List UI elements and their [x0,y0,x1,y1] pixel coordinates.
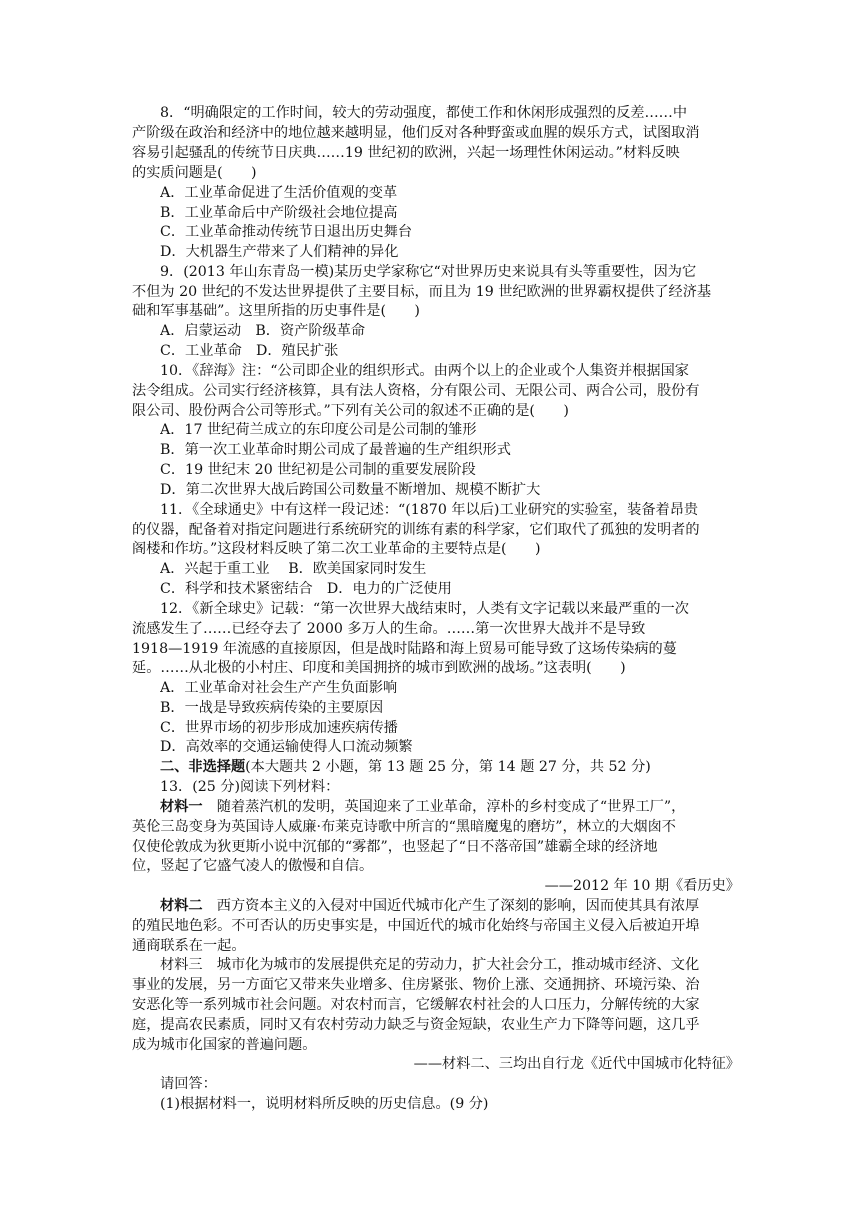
q8-stem-line: 容易引起骚乱的传统节日庆典……19 世纪初的欧洲，兴起一场理性休闲运动。”材料反映 [132,145,680,161]
q13-material-3-line: 事业的发展，另一方面它又带来失业增多、住房紧张、物价上涨、交通拥挤、环境污染、治 [132,977,700,993]
q12-option-a: A．工业革命对社会生产产生负面影响 [160,680,398,696]
q11-options-ab: A．兴起于重工业 B．欧美国家同时发生 [160,561,427,577]
q12-stem-line: 12．《新全球史》记载：“第一次世界大战结束时，人类有文字记载以来最严重的一次 [160,601,689,617]
q8-stem-line: 的实质问题是( ) [132,165,257,181]
answer-prompt: 请回答： [160,1076,217,1092]
section-heading [160,758,742,778]
q11-options-cd: C．科学和技术紧密结合 D．电力的广泛使用 [160,581,452,597]
q9-stem-line: 9．(2013 年山东青岛一模)某历史学家称它“对世界历史来说具有头等重要性，因为它 [160,264,697,280]
material-2-text: 西方资本主义的入侵对中国近代城市化产生了深刻的影响，因而使其具有浓厚 [202,898,700,914]
q13-material-2-line: 通商联系在一起。 [132,938,246,954]
q10-option-b: B．第一次工业革命时期公司成了最普遍的生产组织形式 [160,442,511,458]
q13-material-1-line: 位，竖起了它盛气凌人的傲慢和自信。 [132,858,374,874]
section-title: 二、非选择题 [160,759,246,775]
q12-stem-line: 流感发生了……已经夺去了 2000 多万人的生命。……第一次世界大战并不是导致 [132,621,646,637]
q13-material-1-line: 仅使伦敦成为狄更斯小说中沉郁的“雾都”，也竖起了“日不落帝国”雄霸全球的经济地 [132,839,658,855]
q8-option-c: C．工业革命推动传统节日退出历史舞台 [160,224,413,240]
q13-material-3-line: 庭，提高农民素质，同时又有农村劳动力缺乏与资金短缺，农业生产力下降等问题，这几乎 [132,1017,700,1033]
q10-option-c: C．19 世纪末 20 世纪初是公司制的重要发展阶段 [160,462,476,478]
q8-option-b: B．工业革命后中产阶级社会地位提高 [160,205,398,221]
q13-material-1-line: 英伦三岛变身为英国诗人威廉·布莱克诗歌中所言的“黑暗魔鬼的磨坊”，林立的大烟囱不 [132,819,676,835]
material-3-label: 材料三 [160,957,203,973]
section-note: (本大题共 2 小题，第 13 题 25 分，第 14 题 27 分，共 52 分) [245,759,651,775]
q12-option-b: B．一战是导致疾病传染的主要原因 [160,700,384,716]
q13-sub-question-1: (1)根据材料一，说明材料所反映的历史信息。(9 分) [160,1096,489,1112]
q10-stem-line: 限公司、股份两合公司等形式。”下列有关公司的叙述不正确的是( ) [132,403,569,419]
material-2-3-source: ——材料二、三均出自行龙《近代中国城市化特征》 [413,1056,740,1072]
q12-option-d: D．高效率的交通运输使得人口流动频繁 [160,739,413,755]
q11-stem-line: 11．《全球通史》中有这样一段记述：“(1870 年以后)工业研究的实验室，装备着昂贵 [160,502,699,518]
q13-material-1-line [160,798,742,818]
q10-stem-line: 法令组成。公司实行经济核算，具有法人资格，分有限公司、无限公司、两合公司，股份有 [132,383,700,399]
q9-stem-line: 础和军事基础”。这里所指的历史事件是( ) [132,303,420,319]
q9-options-ab: A．启蒙运动 B．资产阶级革命 [160,323,366,339]
q9-options-cd: C．工业革命 D．殖民扩张 [160,343,339,359]
q8-stem-line: 8．“明确限定的工作时间，较大的劳动强度，都使工作和休闲形成强烈的反差……中 [160,105,688,121]
q12-stem-line: 延。……从北极的小村庄、印度和美国拥挤的城市到欧洲的战场。”这表明( ) [132,660,626,676]
q8-option-d: D．大机器生产带来了人们精神的异化 [160,244,399,260]
material-2-label: 材料二 [160,898,203,914]
q12-option-c: C．世界市场的初步形成加速疾病传播 [160,720,398,736]
material-1-source: ——2012 年 10 期《看历史》 [544,878,740,894]
q11-stem-line: 的仪器，配备着对指定问题进行系统研究的训练有素的科学家，它们取代了孤独的发明者的 [132,522,700,538]
q13-material-2-line: 的殖民地色彩。不可否认的历史事实是，中国近代的城市化始终与帝国主义侵入后被迫开埠 [132,918,700,934]
q13-material-3-line: 安恶化等一系列城市社会问题。对农村而言，它缓解农村社会的人口压力，分解传统的大家 [132,997,700,1013]
q10-option-d: D．第二次世界大战后跨国公司数量不断增加、规模不断扩大 [160,482,541,498]
q10-stem-line: 10．《辞海》注：“公司即企业的组织形式。由两个以上的企业或个人集资并根据国家 [160,363,689,379]
q9-stem-line: 不但为 20 世纪的不发达世界提供了主要目标，而且为 19 世纪欧洲的世界霸权提供了经济基 [132,284,712,300]
material-3-text: 城市化为城市的发展提供充足的劳动力，扩大社会分工，推动城市经济、文化 [202,957,700,973]
q8-option-a: A．工业革命促进了生活价值观的变革 [160,185,398,201]
q11-stem-line: 阁楼和作坊。”这段材料反映了第二次工业革命的主要特点是( ) [132,541,541,557]
q12-stem-line: 1918—1919 年流感的直接原因，但是战时陆路和海上贸易可能导致了这场传染病的蔓 [132,641,677,657]
q13-intro: 13．(25 分)阅读下列材料： [160,779,340,795]
q10-option-a: A．17 世纪荷兰成立的东印度公司是公司制的雏形 [160,422,477,438]
material-1-label: 材料一 [160,799,203,815]
material-1-text: 随着蒸汽机的发明，英国迎来了工业革命，淳朴的乡村变成了“世界工厂”， [202,799,686,815]
q8-stem-line: 产阶级在政治和经济中的地位越来越明显，他们反对各种野蛮或血腥的娱乐方式，试图取消 [132,125,700,141]
q13-material-3-line [160,956,742,976]
q13-material-3-line: 成为城市化国家的普遍问题。 [132,1037,317,1053]
q13-material-2-line [160,897,742,917]
